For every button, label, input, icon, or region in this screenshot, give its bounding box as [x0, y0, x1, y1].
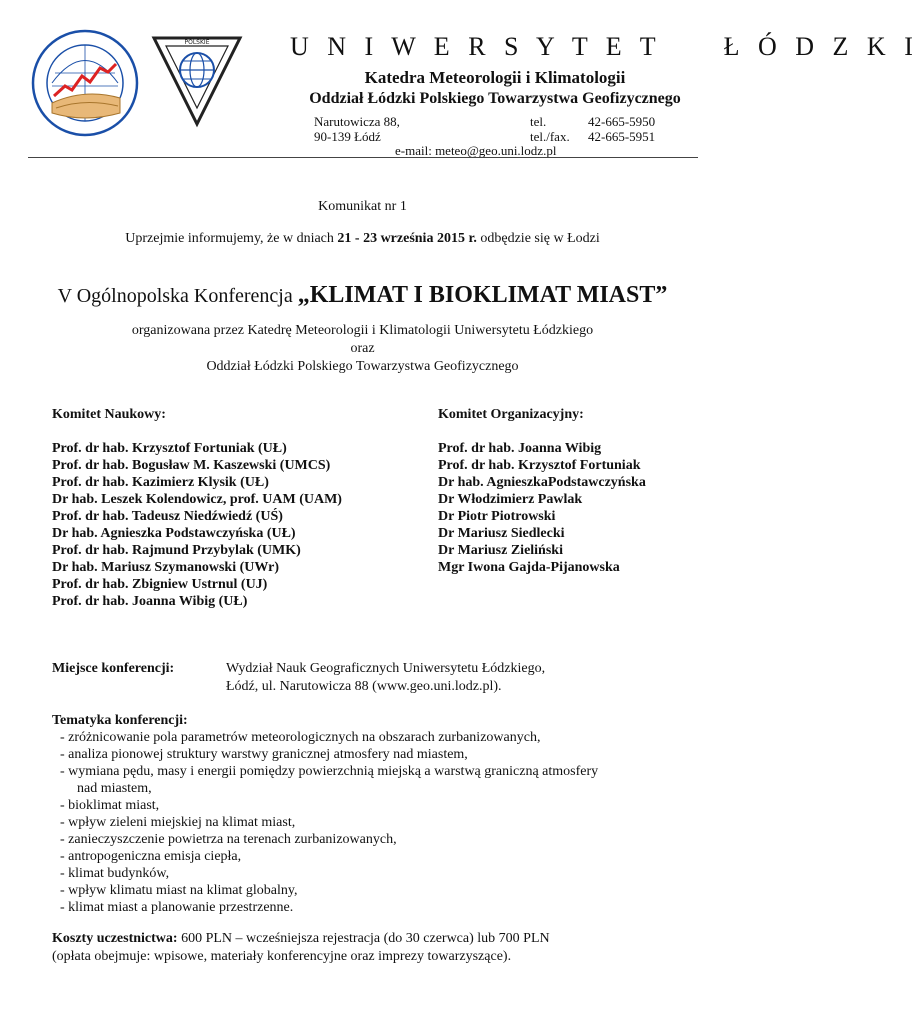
venue-line1: Wydział Nauk Geograficznych Uniwersytetu Łódzkiego,	[226, 661, 546, 676]
list-item: Dr hab. AgnieszkaPodstawczyńska	[438, 475, 646, 490]
topics-list	[60, 729, 598, 916]
list-item: - wpływ klimatu miast na klimat globalny,	[60, 883, 298, 898]
list-item: Prof. dr hab. Kazimierz Klysik (UŁ)	[52, 475, 269, 490]
costs-label: Koszty uczestnictwa:	[52, 931, 178, 946]
co-organizer: Oddział Łódzki Polskiego Towarzystwa Geofizycznego	[206, 359, 519, 374]
list-item: Prof. dr hab. Krzysztof Fortuniak (UŁ)	[52, 441, 287, 456]
list-item: nad miastem,	[70, 781, 152, 796]
list-item: Dr Mariusz Siedlecki	[438, 526, 565, 541]
svg-text:POLSKIE: POLSKIE	[184, 39, 210, 46]
list-item: - bioklimat miast,	[60, 798, 160, 813]
department-logo	[30, 28, 140, 138]
list-item: - antropogeniczna emisja ciepła,	[60, 849, 242, 864]
organizing-committee-heading: Komitet Organizacyjny:	[438, 407, 584, 422]
scientific-committee-list	[52, 440, 342, 610]
list-item: Prof. dr hab. Joanna Wibig	[438, 441, 602, 456]
list-item: Prof. dr hab. Joanna Wibig (UŁ)	[52, 594, 248, 609]
list-item: - zróżnicowanie pola parametrów meteorologicznych na obszarach zurbanizowanych,	[60, 730, 541, 745]
university-name: U N I W E R S Y T E T Ł Ó D Z K I	[290, 32, 919, 61]
list-item: Prof. dr hab. Bogusław M. Kaszewski (UMCS)	[52, 458, 331, 473]
invitation-pre: Uprzejmie informujemy, że w dniach	[125, 231, 338, 246]
and-word: oraz	[350, 341, 375, 356]
list-item: - klimat miast a planowanie przestrzenne.	[60, 900, 294, 915]
costs-note: (opłata obejmuje: wpisowe, materiały konferencyjne oraz imprezy towarzyszące).	[52, 949, 512, 964]
communique-number: Komunikat nr 1	[318, 199, 407, 214]
list-item: Dr Włodzimierz Pawlak	[438, 492, 583, 507]
list-item: - wpływ zieleni miejskiej na klimat miast,	[60, 815, 296, 830]
venue-line2: Łódź, ul. Narutowicza 88 (www.geo.uni.lodz.pl).	[226, 679, 502, 694]
organized-by: organizowana przez Katedrę Meteorologii i Klimatologii Uniwersytetu Łódzkiego	[131, 323, 594, 338]
address-street: Narutowicza 88,	[314, 114, 400, 129]
list-item: - wymiana pędu, masy i energii pomiędzy powierzchnią miejską a warstwą graniczną atmosfery	[60, 764, 599, 779]
tel-number: 42-665-5950	[588, 114, 656, 129]
list-item: - zanieczyszczenie powietrza na terenach zurbanizowanych,	[60, 832, 397, 847]
address-city: 90-139 Łódź	[314, 129, 381, 144]
invitation-line	[0, 230, 725, 247]
fax-number: 42-665-5951	[588, 129, 656, 144]
costs-text: 600 PLN – wcześniejsza rejestracja (do 30 czerwca) lub 700 PLN	[177, 931, 550, 946]
topics-heading: Tematyka konferencji:	[52, 713, 188, 728]
list-item: Prof. dr hab. Zbigniew Ustrnul (UJ)	[52, 577, 268, 592]
fax-label: tel./fax.	[530, 129, 570, 144]
scientific-committee-heading: Komitet Naukowy:	[52, 407, 166, 422]
list-item: Prof. dr hab. Tadeusz Niedźwiedź (UŚ)	[52, 509, 283, 524]
header-divider	[28, 157, 698, 158]
venue-label: Miejsce konferencji:	[52, 661, 175, 676]
list-item: - analiza pionowej struktury warstwy granicznej atmosfery nad miastem,	[60, 747, 468, 762]
branch-name: Oddział Łódzki Polskiego Towarzystwa Geofizycznego	[309, 90, 681, 107]
list-item: Prof. dr hab. Krzysztof Fortuniak	[438, 458, 641, 473]
invitation-dates: 21 - 23 września 2015 r.	[337, 231, 477, 246]
invitation-post: odbędzie się w Łodzi	[476, 231, 600, 246]
conference-title-main: „KLIMAT I BIOKLIMAT MIAST”	[297, 282, 668, 308]
conference-title-pre: V Ogólnopolska Konferencja	[57, 285, 298, 307]
list-item: Dr Piotr Piotrowski	[438, 509, 556, 524]
department-name: Katedra Meteorologii i Klimatologii	[364, 68, 626, 87]
list-item: Prof. dr hab. Rajmund Przybylak (UMK)	[52, 543, 301, 558]
list-item: Dr hab. Leszek Kolendowicz, prof. UAM (UAM)	[52, 492, 342, 507]
list-item: Dr hab. Agnieszka Podstawczyńska (UŁ)	[52, 526, 296, 541]
tel-label: tel.	[530, 114, 547, 129]
conference-title	[0, 282, 725, 309]
list-item: Mgr Iwona Gajda-Pijanowska	[438, 560, 620, 575]
organizing-committee-list	[438, 440, 646, 576]
email: e-mail: meteo@geo.uni.lodz.pl	[395, 143, 557, 158]
list-item: - klimat budynków,	[60, 866, 170, 881]
costs-line	[52, 930, 550, 947]
list-item: Dr Mariusz Zieliński	[438, 543, 563, 558]
list-item: Dr hab. Mariusz Szymanowski (UWr)	[52, 560, 279, 575]
society-logo	[148, 30, 246, 128]
